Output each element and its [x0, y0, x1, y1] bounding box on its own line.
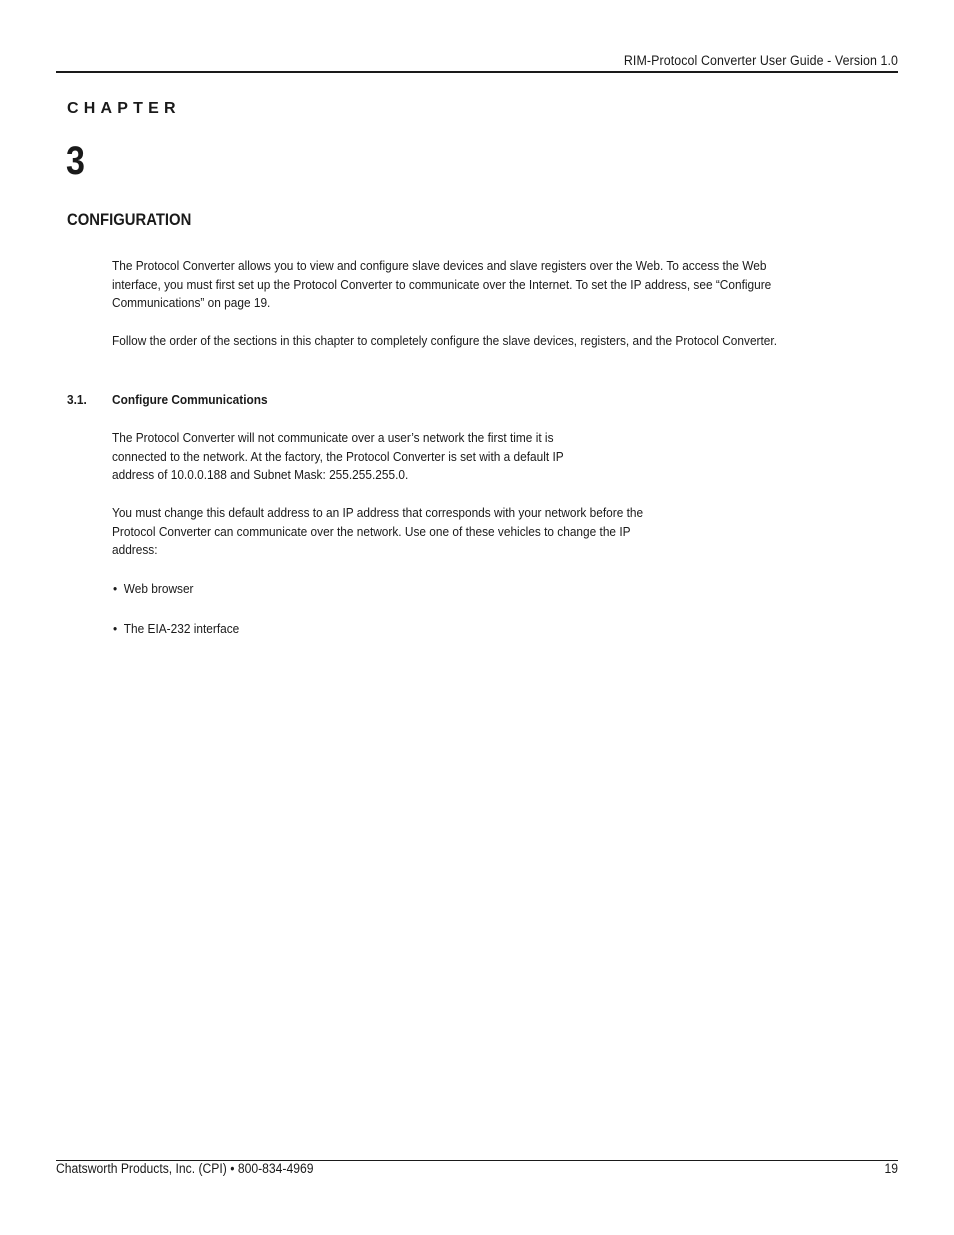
intro-paragraph-2: Follow the order of the sections in this chapter to completely configure the slave devices, registers, and the Protocol Converter. [112, 333, 778, 348]
bullet-icon: • [113, 581, 118, 596]
footer-company: Chatsworth Products, Inc. (CPI) • 800-834-4969 [56, 1161, 314, 1176]
section-paragraph-1: The Protocol Converter will not communicate over a user’s network the first time it is connected to the network. At the factory, the Protocol Converter is set with a default IP address of 10.0.0.188 and Subnet Mask: 255.255.255.0. [112, 430, 564, 483]
header-divider [56, 71, 898, 73]
list-item [113, 621, 239, 636]
list-item [113, 581, 194, 596]
list-item-text: Web browser [123, 581, 194, 596]
chapter-number: 3 [66, 139, 85, 183]
list-item-text: The EIA-232 interface [123, 621, 240, 636]
chapter-label: CHAPTER [67, 100, 181, 117]
running-header: RIM-Protocol Converter User Guide - Version 1.0 [623, 53, 898, 68]
chapter-title: CONFIGURATION [67, 211, 192, 229]
section-heading: Configure Communications [112, 392, 268, 407]
bullet-icon: • [113, 621, 118, 636]
section-number: 3.1. [67, 392, 87, 407]
page-number: 19 [884, 1161, 898, 1176]
section-paragraph-2: You must change this default address to an IP address that corresponds with your network before the Protocol Converter can communicate over the network. Use one of these vehicles to change the IP address: [112, 505, 644, 558]
intro-paragraph-1: The Protocol Converter allows you to view and configure slave devices and slave registers over the Web. To access the Web interface, you must first set up the Protocol Converter to communicate over the Internet. To set the IP address, see “Configure Communications” on page 19. [112, 258, 772, 311]
